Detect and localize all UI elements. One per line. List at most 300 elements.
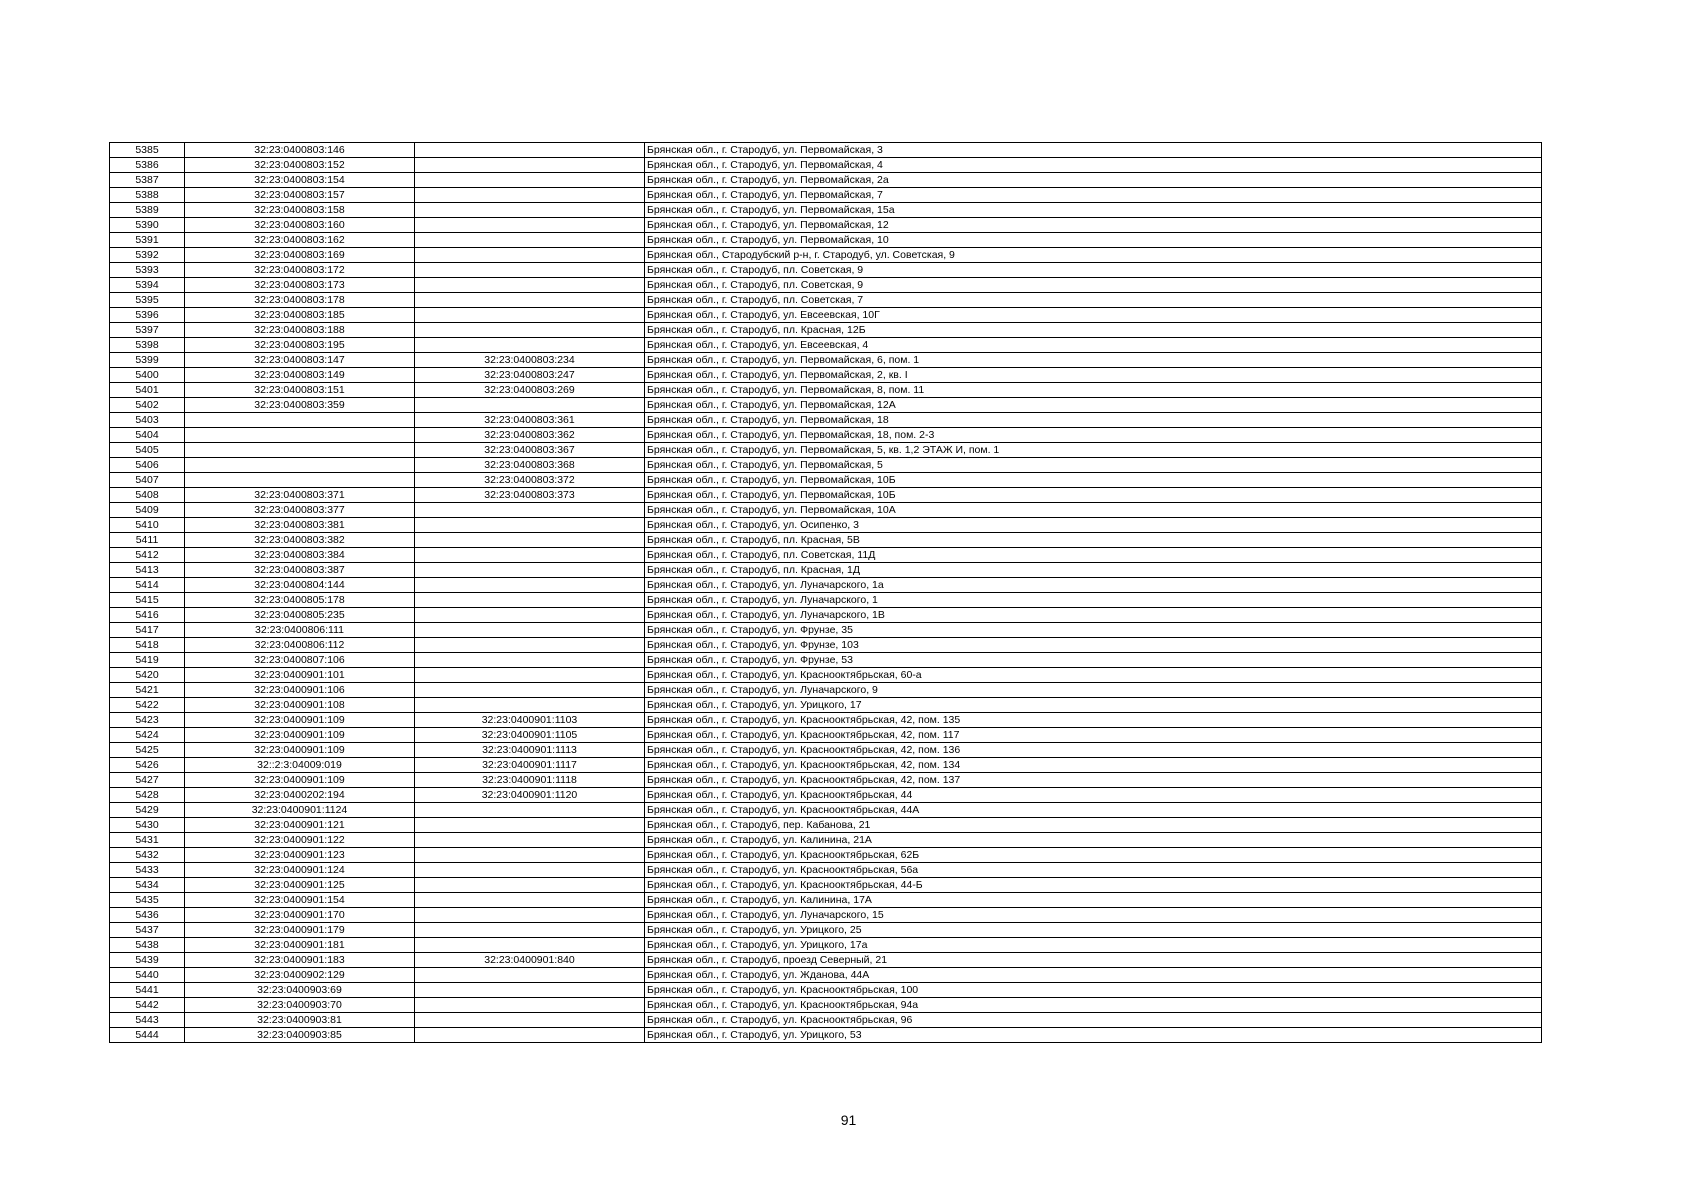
row-number-cell: 5403 — [110, 413, 185, 428]
row-number-cell: 5402 — [110, 398, 185, 413]
address-cell: Брянская обл., г. Стародуб, ул. Урицкого, 53 — [645, 1028, 1542, 1043]
table-row — [110, 953, 1542, 968]
row-number-cell: 5409 — [110, 503, 185, 518]
related-cadastral-number-cell — [415, 638, 645, 653]
row-number-cell: 5405 — [110, 443, 185, 458]
table-row — [110, 308, 1542, 323]
row-number-cell: 5394 — [110, 278, 185, 293]
row-number-cell: 5417 — [110, 623, 185, 638]
row-number-cell: 5429 — [110, 803, 185, 818]
related-cadastral-number-cell: 32:23:0400803:234 — [415, 353, 645, 368]
address-cell: Брянская обл., г. Стародуб, ул. Первомайская, 10Б — [645, 488, 1542, 503]
cadastral-number-cell — [185, 413, 415, 428]
address-cell: Брянская обл., г. Стародуб, ул. Луначарского, 9 — [645, 683, 1542, 698]
cadastral-number-cell: 32:23:0400901:101 — [185, 668, 415, 683]
address-cell: Брянская обл., г. Стародуб, ул. Осипенко, 3 — [645, 518, 1542, 533]
related-cadastral-number-cell — [415, 308, 645, 323]
table-row — [110, 593, 1542, 608]
table-row — [110, 878, 1542, 893]
address-cell: Брянская обл., г. Стародуб, пл. Советская, 9 — [645, 278, 1542, 293]
related-cadastral-number-cell — [415, 908, 645, 923]
cadastral-number-cell: 32:23:0400804:144 — [185, 578, 415, 593]
cadastral-number-cell: 32:23:0400803:169 — [185, 248, 415, 263]
address-cell: Брянская обл., г. Стародуб, ул. Первомайская, 7 — [645, 188, 1542, 203]
table-row — [110, 248, 1542, 263]
row-number-cell: 5386 — [110, 158, 185, 173]
table-row — [110, 173, 1542, 188]
related-cadastral-number-cell — [415, 248, 645, 263]
related-cadastral-number-cell — [415, 143, 645, 158]
related-cadastral-number-cell — [415, 608, 645, 623]
row-number-cell: 5389 — [110, 203, 185, 218]
table-row — [110, 713, 1542, 728]
cadastral-number-cell: 32:23:0400903:69 — [185, 983, 415, 998]
address-cell: Брянская обл., г. Стародуб, ул. Краснооктябрьская, 44-Б — [645, 878, 1542, 893]
related-cadastral-number-cell: 32:23:0400901:840 — [415, 953, 645, 968]
address-cell: Брянская обл., г. Стародуб, ул. Первомайская, 4 — [645, 158, 1542, 173]
cadastral-number-cell: 32:23:0400803:371 — [185, 488, 415, 503]
table-row — [110, 698, 1542, 713]
cadastral-number-cell: 32:23:0400901:179 — [185, 923, 415, 938]
row-number-cell: 5432 — [110, 848, 185, 863]
address-cell: Брянская обл., г. Стародуб, пл. Красная, 12Б — [645, 323, 1542, 338]
related-cadastral-number-cell: 32:23:0400803:269 — [415, 383, 645, 398]
table-row — [110, 203, 1542, 218]
address-cell: Брянская обл., г. Стародуб, ул. Луначарского, 1В — [645, 608, 1542, 623]
address-cell: Брянская обл., г. Стародуб, ул. Краснооктябрьская, 42, пом. 137 — [645, 773, 1542, 788]
cadastral-number-cell: 32:23:0400901:181 — [185, 938, 415, 953]
table-row — [110, 548, 1542, 563]
cadastral-number-cell: 32:23:0400901:108 — [185, 698, 415, 713]
cadastral-number-cell: 32:23:0400803:173 — [185, 278, 415, 293]
cadastral-number-cell: 32:23:0400903:85 — [185, 1028, 415, 1043]
address-cell: Брянская обл., г. Стародуб, ул. Урицкого, 17а — [645, 938, 1542, 953]
related-cadastral-number-cell: 32:23:0400803:361 — [415, 413, 645, 428]
related-cadastral-number-cell — [415, 923, 645, 938]
related-cadastral-number-cell — [415, 878, 645, 893]
cadastral-number-cell: 32:23:0400901:154 — [185, 893, 415, 908]
related-cadastral-number-cell — [415, 263, 645, 278]
row-number-cell: 5420 — [110, 668, 185, 683]
address-cell: Брянская обл., г. Стародуб, ул. Первомайская, 5 — [645, 458, 1542, 473]
table-row — [110, 158, 1542, 173]
related-cadastral-number-cell — [415, 188, 645, 203]
related-cadastral-number-cell — [415, 983, 645, 998]
address-cell: Брянская обл., г. Стародуб, ул. Краснооктябрьская, 56а — [645, 863, 1542, 878]
table-row — [110, 338, 1542, 353]
table-row — [110, 788, 1542, 803]
address-cell: Брянская обл., г. Стародуб, ул. Евсеевская, 10Г — [645, 308, 1542, 323]
row-number-cell: 5422 — [110, 698, 185, 713]
related-cadastral-number-cell: 32:23:0400803:247 — [415, 368, 645, 383]
row-number-cell: 5406 — [110, 458, 185, 473]
address-cell: Брянская обл., г. Стародуб, ул. Луначарского, 1а — [645, 578, 1542, 593]
table-row — [110, 428, 1542, 443]
cadastral-number-cell: 32:23:0400901:106 — [185, 683, 415, 698]
table-row — [110, 938, 1542, 953]
address-cell: Брянская обл., г. Стародуб, ул. Первомайская, 18 — [645, 413, 1542, 428]
cadastral-number-cell: 32:23:0400803:384 — [185, 548, 415, 563]
related-cadastral-number-cell: 32:23:0400901:1120 — [415, 788, 645, 803]
row-number-cell: 5395 — [110, 293, 185, 308]
row-number-cell: 5434 — [110, 878, 185, 893]
table-row — [110, 683, 1542, 698]
row-number-cell: 5411 — [110, 533, 185, 548]
related-cadastral-number-cell — [415, 683, 645, 698]
address-cell: Брянская обл., г. Стародуб, ул. Краснооктябрьская, 60-а — [645, 668, 1542, 683]
row-number-cell: 5426 — [110, 758, 185, 773]
row-number-cell: 5391 — [110, 233, 185, 248]
table-row — [110, 923, 1542, 938]
table-row — [110, 323, 1542, 338]
table-row — [110, 278, 1542, 293]
table-row — [110, 773, 1542, 788]
cadastral-number-cell: 32:23:0400806:111 — [185, 623, 415, 638]
address-cell: Брянская обл., г. Стародуб, проезд Северный, 21 — [645, 953, 1542, 968]
cadastral-number-cell: 32:23:0400803:381 — [185, 518, 415, 533]
address-cell: Брянская обл., г. Стародуб, ул. Краснооктябрьская, 42, пом. 135 — [645, 713, 1542, 728]
row-number-cell: 5440 — [110, 968, 185, 983]
row-number-cell: 5398 — [110, 338, 185, 353]
related-cadastral-number-cell — [415, 668, 645, 683]
address-cell: Брянская обл., г. Стародуб, пл. Красная, 5В — [645, 533, 1542, 548]
table-row — [110, 758, 1542, 773]
cadastral-number-cell — [185, 473, 415, 488]
related-cadastral-number-cell: 32:23:0400803:372 — [415, 473, 645, 488]
related-cadastral-number-cell — [415, 278, 645, 293]
related-cadastral-number-cell — [415, 158, 645, 173]
cadastral-number-cell: 32:23:0400803:158 — [185, 203, 415, 218]
table-row — [110, 803, 1542, 818]
row-number-cell: 5428 — [110, 788, 185, 803]
related-cadastral-number-cell: 32:23:0400803:367 — [415, 443, 645, 458]
table-row — [110, 863, 1542, 878]
cadastral-number-cell: 32:23:0400901:125 — [185, 878, 415, 893]
table-row — [110, 398, 1542, 413]
row-number-cell: 5392 — [110, 248, 185, 263]
address-cell: Брянская обл., г. Стародуб, ул. Первомайская, 10Б — [645, 473, 1542, 488]
page-number: 91 — [840, 1112, 857, 1128]
row-number-cell: 5421 — [110, 683, 185, 698]
address-cell: Брянская обл., г. Стародуб, ул. Краснооктябрьская, 44 — [645, 788, 1542, 803]
related-cadastral-number-cell — [415, 653, 645, 668]
related-cadastral-number-cell: 32:23:0400901:1103 — [415, 713, 645, 728]
cadastral-number-cell: 32::2:3:04009:019 — [185, 758, 415, 773]
table-row — [110, 728, 1542, 743]
row-number-cell: 5427 — [110, 773, 185, 788]
table-row — [110, 503, 1542, 518]
cadastral-number-cell: 32:23:0400901:183 — [185, 953, 415, 968]
row-number-cell: 5435 — [110, 893, 185, 908]
cadastral-number-cell: 32:23:0400202:194 — [185, 788, 415, 803]
related-cadastral-number-cell — [415, 938, 645, 953]
row-number-cell: 5390 — [110, 218, 185, 233]
cadastral-number-cell: 32:23:0400901:109 — [185, 728, 415, 743]
registry-table-body — [110, 143, 1542, 1043]
related-cadastral-number-cell: 32:23:0400803:368 — [415, 458, 645, 473]
address-cell: Брянская обл., г. Стародуб, ул. Краснооктябрьская, 94а — [645, 998, 1542, 1013]
related-cadastral-number-cell: 32:23:0400901:1117 — [415, 758, 645, 773]
row-number-cell: 5441 — [110, 983, 185, 998]
row-number-cell: 5387 — [110, 173, 185, 188]
table-row — [110, 623, 1542, 638]
related-cadastral-number-cell — [415, 593, 645, 608]
cadastral-number-cell: 32:23:0400803:359 — [185, 398, 415, 413]
related-cadastral-number-cell — [415, 803, 645, 818]
table-row — [110, 143, 1542, 158]
related-cadastral-number-cell — [415, 863, 645, 878]
address-cell: Брянская обл., г. Стародуб, ул. Луначарского, 1 — [645, 593, 1542, 608]
cadastral-number-cell: 32:23:0400803:195 — [185, 338, 415, 353]
row-number-cell: 5431 — [110, 833, 185, 848]
table-row — [110, 473, 1542, 488]
cadastral-number-cell: 32:23:0400803:178 — [185, 293, 415, 308]
related-cadastral-number-cell — [415, 563, 645, 578]
row-number-cell: 5433 — [110, 863, 185, 878]
related-cadastral-number-cell: 32:23:0400803:373 — [415, 488, 645, 503]
row-number-cell: 5412 — [110, 548, 185, 563]
address-cell: Брянская обл., г. Стародуб, ул. Фрунзе, 35 — [645, 623, 1542, 638]
address-cell: Брянская обл., г. Стародуб, ул. Урицкого, 17 — [645, 698, 1542, 713]
related-cadastral-number-cell — [415, 323, 645, 338]
table-row — [110, 1028, 1542, 1043]
table-row — [110, 533, 1542, 548]
cadastral-number-cell: 32:23:0400901:121 — [185, 818, 415, 833]
related-cadastral-number-cell — [415, 233, 645, 248]
address-cell: Брянская обл., г. Стародуб, пл. Советская, 11Д — [645, 548, 1542, 563]
row-number-cell: 5438 — [110, 938, 185, 953]
address-cell: Брянская обл., г. Стародуб, ул. Краснооктябрьская, 42, пом. 117 — [645, 728, 1542, 743]
table-row — [110, 653, 1542, 668]
address-cell: Брянская обл., г. Стародуб, ул. Первомайская, 10А — [645, 503, 1542, 518]
related-cadastral-number-cell — [415, 833, 645, 848]
table-row — [110, 743, 1542, 758]
table-row — [110, 188, 1542, 203]
cadastral-number-cell: 32:23:0400803:152 — [185, 158, 415, 173]
table-row — [110, 353, 1542, 368]
address-cell: Брянская обл., г. Стародуб, ул. Калинина, 21А — [645, 833, 1542, 848]
related-cadastral-number-cell — [415, 698, 645, 713]
cadastral-number-cell: 32:23:0400803:147 — [185, 353, 415, 368]
related-cadastral-number-cell — [415, 203, 645, 218]
table-row — [110, 233, 1542, 248]
cadastral-number-cell: 32:23:0400803:185 — [185, 308, 415, 323]
address-cell: Брянская обл., г. Стародуб, ул. Краснооктябрьская, 96 — [645, 1013, 1542, 1028]
related-cadastral-number-cell — [415, 338, 645, 353]
row-number-cell: 5444 — [110, 1028, 185, 1043]
cadastral-number-cell: 32:23:0400903:81 — [185, 1013, 415, 1028]
address-cell: Брянская обл., г. Стародуб, ул. Первомайская, 12 — [645, 218, 1542, 233]
row-number-cell: 5423 — [110, 713, 185, 728]
row-number-cell: 5430 — [110, 818, 185, 833]
cadastral-number-cell: 32:23:0400901:170 — [185, 908, 415, 923]
cadastral-number-cell: 32:23:0400901:122 — [185, 833, 415, 848]
related-cadastral-number-cell: 32:23:0400901:1105 — [415, 728, 645, 743]
related-cadastral-number-cell — [415, 173, 645, 188]
table-row — [110, 908, 1542, 923]
address-cell: Брянская обл., г. Стародуб, ул. Урицкого, 25 — [645, 923, 1542, 938]
address-cell: Брянская обл., г. Стародуб, ул. Жданова, 44А — [645, 968, 1542, 983]
address-cell: Брянская обл., г. Стародуб, ул. Первомайская, 18, пом. 2-3 — [645, 428, 1542, 443]
address-cell: Брянская обл., Стародубский р-н, г. Стародуб, ул. Советская, 9 — [645, 248, 1542, 263]
cadastral-number-cell: 32:23:0400901:124 — [185, 863, 415, 878]
row-number-cell: 5388 — [110, 188, 185, 203]
table-row — [110, 518, 1542, 533]
related-cadastral-number-cell — [415, 623, 645, 638]
related-cadastral-number-cell — [415, 293, 645, 308]
row-number-cell: 5404 — [110, 428, 185, 443]
related-cadastral-number-cell — [415, 818, 645, 833]
cadastral-number-cell: 32:23:0400803:151 — [185, 383, 415, 398]
table-row — [110, 383, 1542, 398]
table-row — [110, 638, 1542, 653]
related-cadastral-number-cell: 32:23:0400901:1118 — [415, 773, 645, 788]
cadastral-number-cell: 32:23:0400803:157 — [185, 188, 415, 203]
address-cell: Брянская обл., г. Стародуб, ул. Первомайская, 3 — [645, 143, 1542, 158]
address-cell: Брянская обл., г. Стародуб, пл. Красная, 1Д — [645, 563, 1542, 578]
address-cell: Брянская обл., г. Стародуб, пл. Советская, 7 — [645, 293, 1542, 308]
row-number-cell: 5393 — [110, 263, 185, 278]
cadastral-number-cell — [185, 443, 415, 458]
cadastral-number-cell: 32:23:0400901:109 — [185, 773, 415, 788]
cadastral-number-cell: 32:23:0400803:377 — [185, 503, 415, 518]
row-number-cell: 5439 — [110, 953, 185, 968]
address-cell: Брянская обл., г. Стародуб, ул. Краснооктябрьская, 42, пом. 134 — [645, 758, 1542, 773]
row-number-cell: 5415 — [110, 593, 185, 608]
row-number-cell: 5396 — [110, 308, 185, 323]
row-number-cell: 5436 — [110, 908, 185, 923]
row-number-cell: 5443 — [110, 1013, 185, 1028]
related-cadastral-number-cell: 32:23:0400901:1113 — [415, 743, 645, 758]
address-cell: Брянская обл., г. Стародуб, ул. Фрунзе, 53 — [645, 653, 1542, 668]
table-row — [110, 668, 1542, 683]
cadastral-number-cell: 32:23:0400903:70 — [185, 998, 415, 1013]
cadastral-number-cell — [185, 428, 415, 443]
table-row — [110, 443, 1542, 458]
table-row — [110, 263, 1542, 278]
row-number-cell: 5418 — [110, 638, 185, 653]
row-number-cell: 5442 — [110, 998, 185, 1013]
address-cell: Брянская обл., г. Стародуб, ул. Первомайская, 5, кв. 1,2 ЭТАЖ И, пом. 1 — [645, 443, 1542, 458]
related-cadastral-number-cell — [415, 398, 645, 413]
address-cell: Брянская обл., г. Стародуб, ул. Первомайская, 15а — [645, 203, 1542, 218]
row-number-cell: 5410 — [110, 518, 185, 533]
address-cell: Брянская обл., г. Стародуб, ул. Первомайская, 2а — [645, 173, 1542, 188]
cadastral-number-cell: 32:23:0400803:387 — [185, 563, 415, 578]
cadastral-number-cell: 32:23:0400803:382 — [185, 533, 415, 548]
row-number-cell: 5416 — [110, 608, 185, 623]
address-cell: Брянская обл., г. Стародуб, ул. Первомайская, 12А — [645, 398, 1542, 413]
cadastral-number-cell: 32:23:0400803:154 — [185, 173, 415, 188]
table-row — [110, 818, 1542, 833]
row-number-cell: 5407 — [110, 473, 185, 488]
address-cell: Брянская обл., г. Стародуб, ул. Первомайская, 6, пом. 1 — [645, 353, 1542, 368]
table-row — [110, 368, 1542, 383]
table-row — [110, 983, 1542, 998]
related-cadastral-number-cell — [415, 968, 645, 983]
related-cadastral-number-cell — [415, 1013, 645, 1028]
cadastral-number-cell: 32:23:0400805:178 — [185, 593, 415, 608]
address-cell: Брянская обл., г. Стародуб, ул. Краснооктябрьская, 100 — [645, 983, 1542, 998]
cadastral-number-cell: 32:23:0400901:109 — [185, 713, 415, 728]
table-row — [110, 608, 1542, 623]
table-row — [110, 563, 1542, 578]
address-cell: Брянская обл., г. Стародуб, пер. Кабанова, 21 — [645, 818, 1542, 833]
table-row — [110, 488, 1542, 503]
related-cadastral-number-cell — [415, 998, 645, 1013]
cadastral-number-cell: 32:23:0400803:172 — [185, 263, 415, 278]
table-row — [110, 848, 1542, 863]
cadastral-number-cell: 32:23:0400901:1124 — [185, 803, 415, 818]
row-number-cell: 5399 — [110, 353, 185, 368]
related-cadastral-number-cell — [415, 503, 645, 518]
address-cell: Брянская обл., г. Стародуб, ул. Калинина, 17А — [645, 893, 1542, 908]
address-cell: Брянская обл., г. Стародуб, ул. Евсеевская, 4 — [645, 338, 1542, 353]
address-cell: Брянская обл., г. Стародуб, ул. Фрунзе, 103 — [645, 638, 1542, 653]
address-cell: Брянская обл., г. Стародуб, пл. Советская, 9 — [645, 263, 1542, 278]
address-cell: Брянская обл., г. Стародуб, ул. Первомайская, 10 — [645, 233, 1542, 248]
table-row — [110, 968, 1542, 983]
related-cadastral-number-cell: 32:23:0400803:362 — [415, 428, 645, 443]
related-cadastral-number-cell — [415, 533, 645, 548]
related-cadastral-number-cell — [415, 518, 645, 533]
cadastral-number-cell: 32:23:0400803:149 — [185, 368, 415, 383]
related-cadastral-number-cell — [415, 578, 645, 593]
table-row — [110, 218, 1542, 233]
address-cell: Брянская обл., г. Стародуб, ул. Первомайская, 2, кв. I — [645, 368, 1542, 383]
cadastral-number-cell: 32:23:0400805:235 — [185, 608, 415, 623]
address-cell: Брянская обл., г. Стародуб, ул. Краснооктябрьская, 42, пом. 136 — [645, 743, 1542, 758]
row-number-cell: 5419 — [110, 653, 185, 668]
cadastral-number-cell: 32:23:0400901:123 — [185, 848, 415, 863]
table-row — [110, 578, 1542, 593]
table-row — [110, 1013, 1542, 1028]
related-cadastral-number-cell — [415, 1028, 645, 1043]
row-number-cell: 5400 — [110, 368, 185, 383]
table-row — [110, 893, 1542, 908]
table-row — [110, 833, 1542, 848]
row-number-cell: 5413 — [110, 563, 185, 578]
related-cadastral-number-cell — [415, 848, 645, 863]
row-number-cell: 5414 — [110, 578, 185, 593]
related-cadastral-number-cell — [415, 218, 645, 233]
table-row — [110, 293, 1542, 308]
cadastral-number-cell: 32:23:0400803:162 — [185, 233, 415, 248]
related-cadastral-number-cell — [415, 548, 645, 563]
address-cell: Брянская обл., г. Стародуб, ул. Краснооктябрьская, 44А — [645, 803, 1542, 818]
cadastral-number-cell: 32:23:0400803:188 — [185, 323, 415, 338]
table-row — [110, 458, 1542, 473]
row-number-cell: 5401 — [110, 383, 185, 398]
address-cell: Брянская обл., г. Стародуб, ул. Луначарского, 15 — [645, 908, 1542, 923]
address-cell: Брянская обл., г. Стародуб, ул. Первомайская, 8, пом. 11 — [645, 383, 1542, 398]
row-number-cell: 5408 — [110, 488, 185, 503]
row-number-cell: 5437 — [110, 923, 185, 938]
cadastral-number-cell: 32:23:0400803:160 — [185, 218, 415, 233]
cadastral-number-cell: 32:23:0400806:112 — [185, 638, 415, 653]
cadastral-number-cell — [185, 458, 415, 473]
row-number-cell: 5425 — [110, 743, 185, 758]
row-number-cell: 5397 — [110, 323, 185, 338]
address-cell: Брянская обл., г. Стародуб, ул. Краснооктябрьская, 62Б — [645, 848, 1542, 863]
registry-table — [109, 142, 1542, 1043]
related-cadastral-number-cell — [415, 893, 645, 908]
row-number-cell: 5385 — [110, 143, 185, 158]
cadastral-number-cell: 32:23:0400901:109 — [185, 743, 415, 758]
cadastral-number-cell: 32:23:0400807:106 — [185, 653, 415, 668]
cadastral-number-cell: 32:23:0400902:129 — [185, 968, 415, 983]
table-row — [110, 413, 1542, 428]
